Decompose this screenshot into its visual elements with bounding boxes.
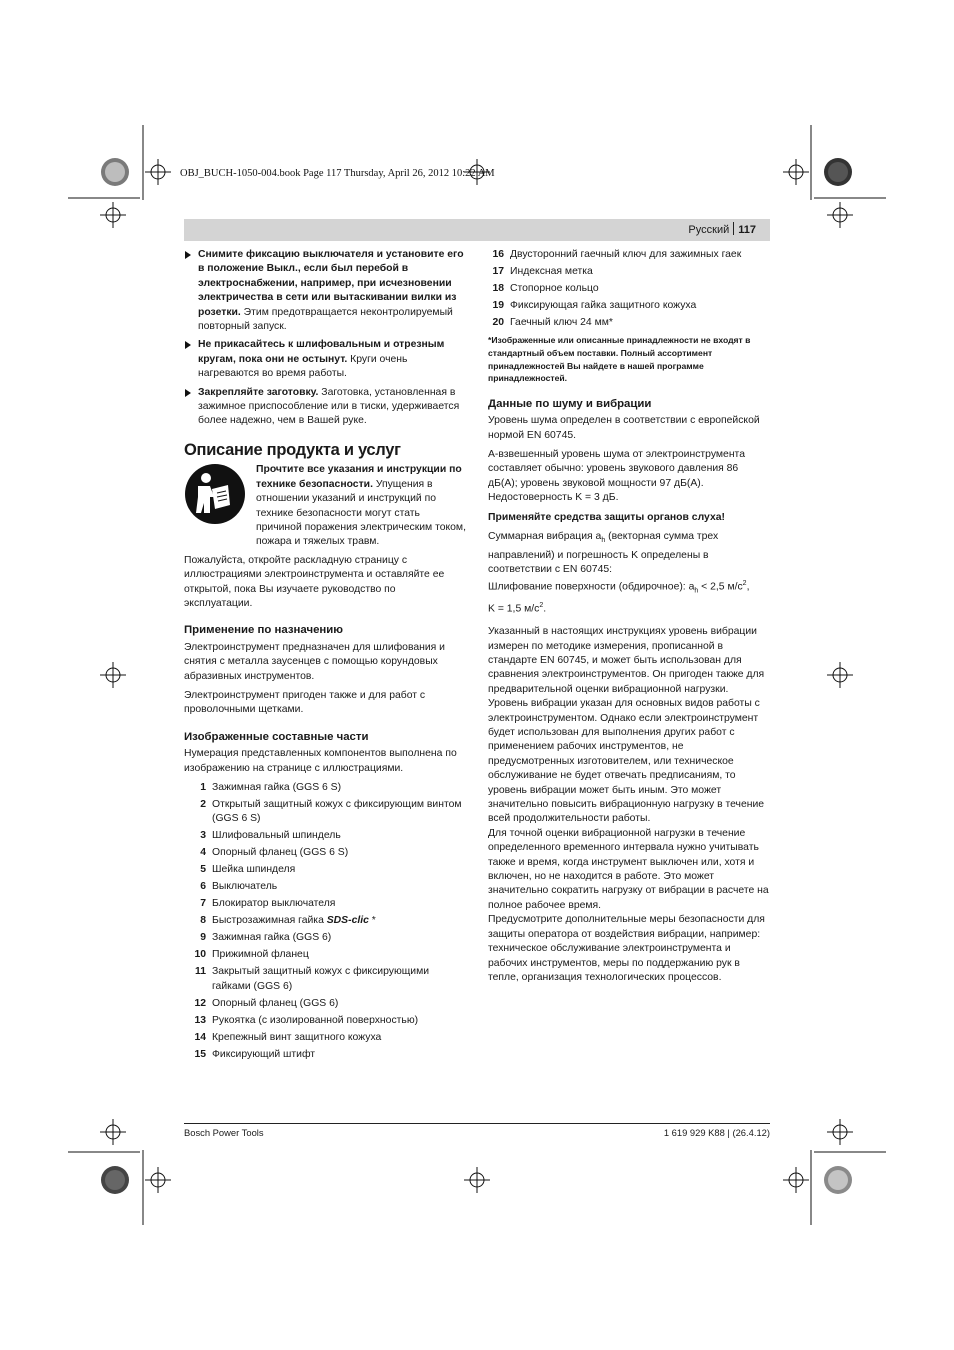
part-number: 3	[200, 830, 206, 842]
vibration-long-paragraph: Указанный в настоящих инструкциях уровень вибрации измерен по методике измерения, прописанной в стандарте EN 60745, и может быть использован для сравнения электроинструментов. Он пригоден также для предварительной оценки вибрационной нагрузки.	[488, 626, 765, 695]
part-number: 8	[200, 915, 206, 927]
left-column	[184, 248, 466, 1065]
list-item	[184, 1014, 466, 1028]
vib-text: .	[543, 603, 547, 615]
vib-sub: h	[694, 587, 699, 595]
bullet-arrow-icon	[185, 251, 191, 259]
page-header	[184, 219, 770, 241]
list-item	[184, 1031, 466, 1045]
vibration-paragraph	[488, 530, 770, 577]
part-name: Зажимная гайка (GGS 6)	[212, 932, 332, 944]
bullet-text: Заготовка, установленная в зажимное приспособление или в тиски, удерживается более надежно, чем в Вашей руке.	[198, 386, 460, 427]
right-column	[488, 248, 770, 990]
part-name: Двусторонний гаечный ключ для зажимных гаек	[510, 249, 742, 260]
noise-heading: Данные по шуму и вибрации	[488, 397, 652, 410]
part-number: 13	[194, 1014, 206, 1026]
vib-value: K = 1,5 м/с	[488, 603, 540, 615]
part-name: Крепежный винт защитного кожуха	[212, 1031, 382, 1043]
section-title: Описание продукта и услуг	[184, 440, 401, 459]
parts-list-left	[184, 781, 466, 1062]
part-number: 20	[492, 317, 504, 328]
parts-heading: Изображенные составные части	[184, 730, 369, 743]
bullet-bold-text: Закрепляйте заготовку.	[198, 386, 319, 398]
accessories-note: *Изображенные или описанные принадлежности не входят в стандартный объем поставки. Полный ассортимент принадлежностей Вы найдете в нашей программе принадлежностей.	[488, 335, 751, 384]
footer-doc-number: 1 619 929 K88 | (26.4.12)	[663, 1127, 770, 1138]
footer-divider	[184, 1123, 770, 1124]
part-name: Опорный фланец (GGS 6)	[212, 997, 339, 1009]
vibration-long-paragraph: Предусмотрите дополнительные меры безопасности для защиты оператора от воздействия вибрации, например: техническое обслуживание электроинструмента и рабочих инструментов, меры по поддержанию рук в тепле, организация технологических процессов.	[488, 914, 765, 983]
bullet-bold-text: Снимите фиксацию выключателя и установите его в положение Выкл., если был перебой в электроснабжении, например, при исчезновении электричества в сети или вытаскивании вилки из розетки.	[198, 249, 464, 318]
safety-text	[256, 463, 466, 549]
list-item	[488, 316, 770, 330]
part-name: Закрытый защитный кожух с фиксирующими гайками (GGS 6)	[212, 966, 430, 992]
part-number: 4	[200, 847, 206, 859]
noise-paragraph: Уровень шума определен в соответствии с европейской нормой EN 60745.	[488, 415, 760, 441]
sds-clic-logo: SDS-clic	[326, 915, 369, 927]
list-item	[184, 931, 466, 945]
list-item	[488, 265, 770, 279]
list-item	[184, 846, 466, 860]
vib-text: Шлифование поверхности (обдирочное): a	[488, 581, 695, 593]
read-manual-icon	[184, 463, 246, 525]
parts-list-right	[488, 248, 770, 330]
part-number: 15	[194, 1048, 206, 1060]
intro-paragraph: Пожалуйста, откройте раскладную страницу с иллюстрациями электроинструмента и оставляйте ее открытой, пока Вы изучаете руководство по эксплуатации.	[184, 554, 445, 609]
list-item	[184, 1048, 466, 1062]
part-name: Гаечный ключ 24 мм*	[510, 317, 613, 328]
part-number: 11	[195, 966, 206, 978]
list-item	[184, 781, 466, 795]
part-name: Рукоятка (с изолированной поверхностью)	[212, 1014, 419, 1026]
usage-paragraph: Электроинструмент пригоден также и для работ с проволочными щетками.	[184, 689, 426, 716]
list-item	[184, 863, 466, 877]
part-name	[206, 914, 466, 928]
part-number: 14	[194, 1031, 206, 1043]
bullet-arrow-icon	[185, 389, 191, 397]
part-number: 7	[200, 898, 206, 910]
part-suffix: *	[368, 915, 376, 927]
bullet-arrow-icon	[185, 341, 191, 349]
list-item	[488, 299, 770, 313]
vibration-long-paragraph: Уровень вибрации указан для основных видов работы с электроинструментом. Однако если электроинструмент будет использован для выполнения других работ с применением рабочих инструментов, не предусмотренных изготовителем, или техническое обслуживание не будет отвечать предписаниям, то уровень вибрации может быть иным. Это может значительно повысить вибрационную нагрузку в течение всей продолжительности работы.	[488, 698, 765, 825]
vib-text: (векторная сумма трех направлений) и погрешность K определены в соответствии с EN 60745:	[488, 531, 719, 575]
bullet-item	[184, 338, 466, 381]
part-name: Фиксирующий штифт	[212, 1048, 316, 1060]
vib-sup: 2	[539, 602, 544, 610]
part-name: Шлифовальный шпиндель	[212, 830, 341, 842]
part-number: 2	[200, 799, 206, 810]
vibration-values	[488, 577, 770, 599]
part-number: 9	[200, 932, 206, 944]
header-language: Русский	[688, 224, 730, 236]
part-name: Опорный фланец (GGS 6 S)	[212, 847, 349, 859]
list-item	[184, 914, 466, 928]
noise-warning: Применяйте средства защиты органов слуха!	[488, 511, 725, 523]
usage-heading: Применение по назначению	[184, 624, 344, 637]
part-name: Стопорное кольцо	[510, 283, 599, 294]
part-number: 12	[194, 997, 206, 1009]
list-item	[184, 948, 466, 962]
parts-intro: Нумерация представленных компонентов выполнена по изображению на странице с иллюстрациями.	[184, 748, 457, 774]
part-number: 10	[194, 949, 206, 961]
part-number: 17	[492, 266, 504, 277]
list-item	[184, 997, 466, 1011]
vib-text: ,	[746, 581, 750, 593]
vibration-uncertainty	[488, 599, 770, 617]
safety-bold: Прочтите все указания и инструкции по технике безопасности.	[256, 464, 462, 490]
list-item	[184, 829, 466, 843]
vib-text: Суммарная вибрация a	[488, 531, 602, 543]
footer-brand: Bosch Power Tools	[184, 1127, 264, 1138]
list-item	[184, 897, 466, 911]
header-text	[688, 219, 770, 241]
bullet-bold-text: Не прикасайтесь к шлифовальным и отрезным кругам, пока они не остынут.	[198, 339, 445, 365]
usage-paragraph: Электроинструмент предназначен для шлифования и снятия с металла заусенцев с помощью корундовых абразивных инструментов.	[184, 641, 445, 682]
list-item	[184, 880, 466, 894]
part-name: Фиксирующая гайка защитного кожуха	[510, 300, 697, 311]
list-item	[488, 248, 770, 262]
part-name: Открытый защитный кожух с фиксирующим винтом (GGS 6 S)	[212, 799, 462, 825]
bullet-item	[184, 248, 466, 334]
bullet-text: Круги очень нагреваются во время работы.	[198, 353, 408, 380]
list-item	[184, 798, 466, 827]
part-number: 19	[492, 300, 504, 311]
list-item	[488, 282, 770, 296]
part-name: Индексная метка	[510, 266, 593, 277]
part-number: 16	[492, 249, 504, 260]
part-name-text: Быстрозажимная гайка	[212, 915, 324, 927]
safety-notice	[184, 463, 466, 549]
part-number: 18	[492, 283, 504, 294]
part-number: 5	[200, 864, 206, 876]
part-number: 6	[200, 881, 206, 893]
part-name: Шейка шпинделя	[212, 864, 296, 876]
bullet-item	[184, 386, 466, 429]
header-separator	[733, 222, 734, 235]
part-number: 1	[200, 782, 206, 793]
vibration-long-paragraph: Для точной оценки вибрационной нагрузки в течение определенного временного интервала нужно учитывать также и время, когда инструмент выключен или, хотя и включен, но не находится в работе. Это может значительно сократить нагрузку от вибрации в расчете на полное рабочее время.	[488, 827, 769, 911]
vib-value: < 2,5 м/с	[698, 581, 743, 593]
vib-sup: 2	[742, 580, 747, 588]
part-name: Блокиратор выключателя	[212, 898, 336, 910]
list-item	[184, 965, 466, 994]
noise-paragraph: A-взвешенный уровень шума от электроинструмента составляет обычно: уровень звукового давления 86 дБ(A); уровень звуковой мощности 97 дБ(A). Недостоверность K = 3 дБ.	[488, 449, 745, 504]
part-name: Выключатель	[212, 881, 278, 893]
bullet-text: Этим предотвращается неконтролируемый повторный запуск.	[198, 306, 453, 333]
print-slug: OBJ_BUCH-1050-004.book Page 117 Thursday, April 26, 2012 10:22 AM	[180, 168, 495, 179]
vib-sub: h	[601, 537, 606, 545]
header-page-number: 117	[738, 224, 756, 236]
part-name: Зажимная гайка (GGS 6 S)	[212, 782, 342, 793]
safety-body: Упущения в отношении указаний и инструкций по технике безопасности могут стать причиной поражения электрическим током, пожара и тяжелых травм.	[256, 478, 466, 548]
part-name: Прижимной фланец	[212, 949, 309, 961]
